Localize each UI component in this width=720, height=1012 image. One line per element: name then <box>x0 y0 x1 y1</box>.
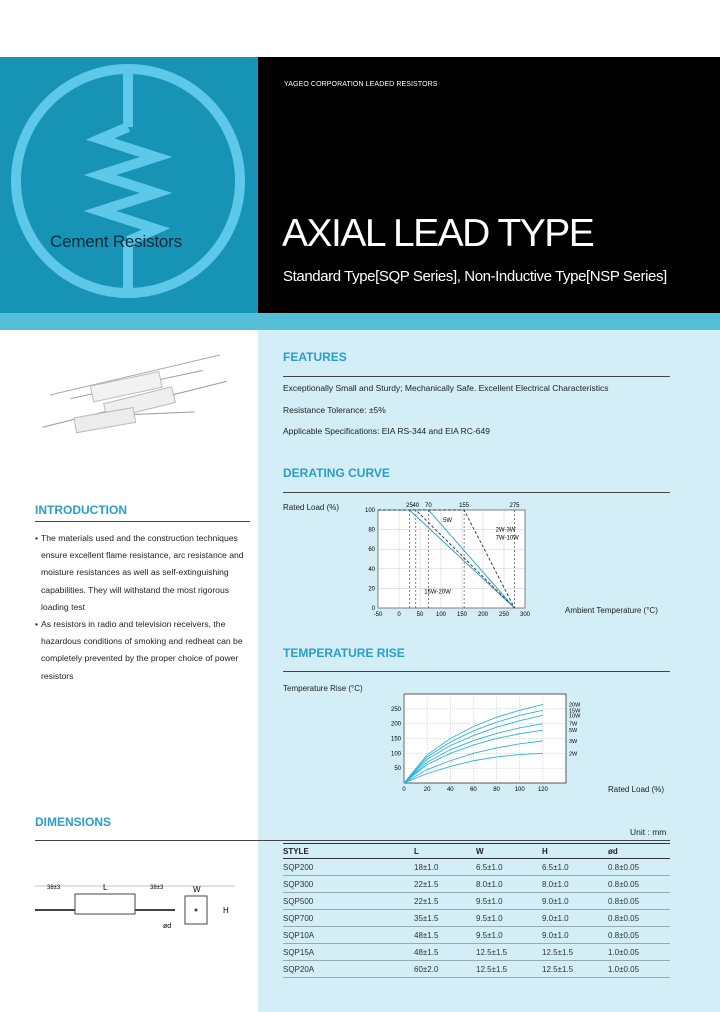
intro-bullet: • As resistors in radio and television receivers, the hazardous conditions of smoking and redheat can be completely prevented by the proper choice of power resistors <box>35 616 250 685</box>
x-tick-label: 20 <box>423 787 431 793</box>
header-cell: ød <box>608 844 670 859</box>
lead-left-label: 38±3 <box>47 885 61 891</box>
header-cell: H <box>542 844 608 859</box>
series-label: 7W <box>569 721 578 728</box>
table-cell: 12.5±1.5 <box>476 944 542 961</box>
x-tick-label: 40 <box>446 787 454 793</box>
series-label: 15W <box>569 708 581 715</box>
table-cell: 6.5±1.0 <box>542 859 608 876</box>
x-tick-label: -50 <box>373 612 383 618</box>
feature-item: Exceptionally Small and Sturdy; Mechanically Safe. Excellent Electrical Characteristics <box>283 383 609 393</box>
feature-item: Resistance Tolerance: ±5% <box>283 405 386 415</box>
x-tick-label: 300 <box>519 612 531 618</box>
introduction-body <box>35 530 250 685</box>
top-tick-label: 155 <box>459 503 470 509</box>
table-cell: 22±1.5 <box>414 893 476 910</box>
corporation-line: YAGEO CORPORATION LEADED RESISTORS <box>284 81 438 88</box>
y-tick-label: 200 <box>390 721 401 728</box>
y-tick-label: 0 <box>371 606 375 612</box>
header-stripe <box>0 313 720 330</box>
table-row <box>283 944 670 961</box>
table-row <box>283 859 670 876</box>
height-label: H <box>223 906 229 915</box>
page-title: AXIAL LEAD TYPE <box>282 212 594 255</box>
table-cell: 12.5±1.5 <box>542 961 608 978</box>
y-tick-label: 20 <box>368 586 375 593</box>
dimensions-table <box>283 843 670 978</box>
table-cell: 0.8±0.05 <box>608 893 670 910</box>
table-row <box>283 910 670 927</box>
x-tick-label: 150 <box>456 612 468 618</box>
x-tick-label: 60 <box>470 787 477 793</box>
x-tick-label: 250 <box>498 612 510 618</box>
series-label: 10W <box>569 713 581 720</box>
table-cell: SQP15A <box>283 944 414 961</box>
y-tick-label: 50 <box>394 766 401 773</box>
temprise-heading: TEMPERATURE RISE <box>283 646 405 660</box>
table-row <box>283 893 670 910</box>
table-cell: 9.5±1.0 <box>476 927 542 944</box>
intro-bullet: • The materials used and the construction techniques ensure excellent flame resistance, arc resistance and moisture resistances as well as self-extinguishing capabilities. They will withstand the most rigorous loading test <box>35 530 250 616</box>
table-cell: 35±1.5 <box>414 910 476 927</box>
y-tick-label: 60 <box>368 547 375 554</box>
table-cell: 9.5±1.0 <box>476 893 542 910</box>
derating-heading: DERATING CURVE <box>283 466 390 480</box>
x-tick-label: 100 <box>435 612 447 618</box>
table-cell: 1.0±0.05 <box>608 961 670 978</box>
table-row <box>283 961 670 978</box>
table-cell: 9.0±1.0 <box>542 910 608 927</box>
top-tick-label: 275 <box>509 503 520 509</box>
features-rule <box>283 376 670 377</box>
top-tick-label: 40 <box>412 503 420 509</box>
derating-chart <box>360 496 560 620</box>
series-label: 2W <box>569 751 578 758</box>
header-cell: W <box>476 844 542 859</box>
y-tick-label: 40 <box>368 566 375 573</box>
unit-label: Unit : mm <box>630 827 667 837</box>
table-cell: 0.8±0.05 <box>608 876 670 893</box>
table-cell: 48±1.5 <box>414 944 476 961</box>
top-tick-label: 70 <box>425 503 432 509</box>
table-header-row <box>283 844 670 859</box>
derating-rule <box>283 492 670 493</box>
table-row <box>283 876 670 893</box>
temprise-xlabel: Rated Load (%) <box>608 785 665 794</box>
brand-subtitle: Cement Resistors <box>50 232 182 251</box>
x-tick-label: 200 <box>477 612 489 618</box>
introduction-heading: INTRODUCTION <box>35 503 127 517</box>
series-label: 2W-3W <box>495 527 516 534</box>
derating-xlabel: Ambient Temperature (°C) <box>565 606 658 615</box>
table-cell: SQP20A <box>283 961 414 978</box>
table-cell: 12.5±1.5 <box>476 961 542 978</box>
table-cell: 0.8±0.05 <box>608 927 670 944</box>
series-label: 3W <box>569 738 578 745</box>
series-label: 20W <box>569 702 581 709</box>
table-cell: 60±2.0 <box>414 961 476 978</box>
diameter-label: ød <box>163 923 172 930</box>
y-tick-label: 150 <box>390 736 401 743</box>
page-subtitle: Standard Type[SQP Series], Non-Inductive Type[NSP Series] <box>283 268 667 285</box>
table-cell: 1.0±0.05 <box>608 944 670 961</box>
x-tick-label: 50 <box>416 612 424 618</box>
x-tick-label: 0 <box>397 612 401 618</box>
y-tick-label: 250 <box>390 706 401 713</box>
x-tick-label: 0 <box>402 787 406 793</box>
resistor-photo-image <box>30 350 245 435</box>
resistor-logo-icon <box>0 57 258 313</box>
table-cell: 22±1.5 <box>414 876 476 893</box>
table-cell: SQP10A <box>283 927 414 944</box>
series-label: 15W-20W <box>424 589 451 596</box>
dimension-drawing <box>35 880 245 940</box>
table-cell: 8.0±1.0 <box>542 876 608 893</box>
introduction-rule <box>35 521 250 522</box>
table-cell: 9.0±1.0 <box>542 893 608 910</box>
x-tick-label: 120 <box>537 787 548 793</box>
top-tick-label: 25 <box>406 503 413 509</box>
plot-area <box>378 510 525 608</box>
derating-ylabel: Rated Load (%) <box>283 503 340 512</box>
brand-panel <box>0 57 258 313</box>
x-tick-label: 80 <box>493 787 500 793</box>
series-label: 5W <box>569 728 578 735</box>
x-tick-label: 100 <box>514 787 525 793</box>
table-cell: 18±1.0 <box>414 859 476 876</box>
table-cell: 9.5±1.0 <box>476 910 542 927</box>
dimensions-heading: DIMENSIONS <box>35 815 112 829</box>
lead-right-label: 38±3 <box>150 885 164 891</box>
features-heading: FEATURES <box>283 350 347 364</box>
y-tick-label: 80 <box>368 527 375 534</box>
header-cell: STYLE <box>283 844 414 859</box>
table-cell: 12.5±1.5 <box>542 944 608 961</box>
table-cell: SQP700 <box>283 910 414 927</box>
y-tick-label: 100 <box>364 508 375 514</box>
temprise-ylabel: Temperature Rise (°C) <box>283 684 363 693</box>
series-label: 7W-10W <box>495 535 519 542</box>
table-cell: 9.0±1.0 <box>542 927 608 944</box>
width-label: W <box>193 885 201 894</box>
temprise-rule <box>283 671 670 672</box>
dimensions-rule <box>35 840 670 841</box>
y-tick-label: 100 <box>390 751 401 758</box>
series-label: 5W <box>443 517 453 524</box>
table-cell: 0.8±0.05 <box>608 859 670 876</box>
table-cell: 6.5±1.0 <box>476 859 542 876</box>
table-cell: SQP500 <box>283 893 414 910</box>
header-cell: L <box>414 844 476 859</box>
table-cell: 0.8±0.05 <box>608 910 670 927</box>
table-cell: 8.0±1.0 <box>476 876 542 893</box>
feature-item: Applicable Specifications: EIA RS-344 and EIA RC-649 <box>283 426 490 436</box>
table-cell: SQP300 <box>283 876 414 893</box>
table-cell: 48±1.5 <box>414 927 476 944</box>
table-cell: SQP200 <box>283 859 414 876</box>
length-label: L <box>103 883 108 892</box>
table-row <box>283 927 670 944</box>
temperature-rise-chart <box>380 686 595 798</box>
